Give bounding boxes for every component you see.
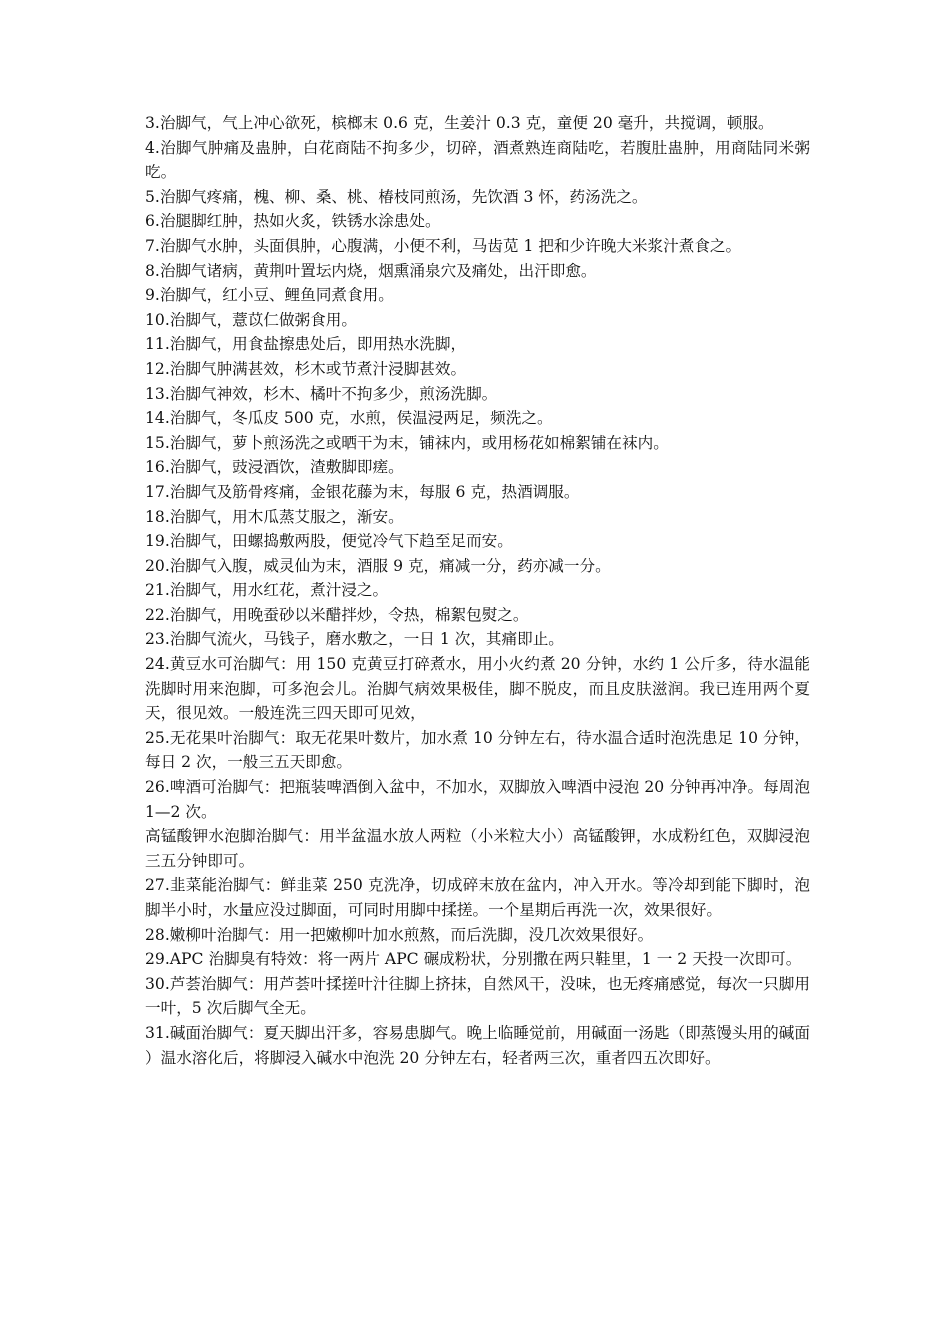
remedy-12: 12.治脚气肿满甚效，杉木或节煮汁浸脚甚效。 — [145, 359, 467, 378]
remedy-21: 21.治脚气，用水红花，煮汁浸之。 — [145, 581, 389, 600]
remedy-27: 27.韭菜能治脚气：鲜韭菜 250 克洗净，切成碎末放在盆内，冲入开水。等冷却到能下脚时，泡脚半小时，水量应没过脚面，可同时用脚中揉搓。一个星期后再洗一次，效果很好。 — [145, 876, 810, 919]
remedy-22: 22.治脚气，用晚蚕砂以米醋拌炒，令热，棉絮包熨之。 — [145, 605, 529, 624]
remedy-16: 16.治脚气，豉浸酒饮，渣敷脚即瘥。 — [145, 458, 404, 477]
remedy-28: 28.嫩柳叶治脚气：用一把嫩柳叶加水煎熬，而后洗脚，没几次效果很好。 — [145, 925, 654, 944]
remedy-19: 19.治脚气，田螺捣敷两股，便觉冷气下趋至足而安。 — [145, 532, 513, 551]
remedy-20: 20.治脚气入腹，威灵仙为末，酒服 9 克，痛减一分，药亦减一分。 — [145, 556, 611, 575]
remedy-7: 7.治脚气水肿，头面俱肿，心腹满，小便不利，马齿苋 1 把和少许晚大米浆汁煮食之。 — [145, 236, 742, 255]
remedy-4: 4.治脚气肿痛及蛊肿，白花商陆不拘多少，切碎，酒煮熟连商陆吃，若腹肚蛊肿，用商陆同米粥吃。 — [145, 138, 810, 182]
remedy-15: 15.治脚气，萝卜煎汤洗之或晒干为末，铺袜内，或用杨花如棉絮铺在袜内。 — [145, 433, 669, 452]
remedy-6: 6.治腿脚红肿，热如火炙，铁锈水涂患处。 — [145, 212, 441, 231]
remedy-8: 8.治脚气诸病，黄荆叶置坛内烧，烟熏涌泉穴及痛处，出汗即愈。 — [145, 261, 597, 280]
remedy-29: 29.APC 治脚臭有特效：将一两片 APC 碾成粉状，分别撒在两只鞋里，1 一 2 天投一次即可。 — [145, 950, 802, 969]
remedy-23: 23.治脚气流火，马钱子，磨水敷之，一日 1 次，其痛即止。 — [145, 630, 564, 649]
remedy-24: 24.黄豆水可治脚气：用 150 克黄豆打碎煮水，用小火约煮 20 分钟，水约 1 公斤多，待水温能洗脚时用来泡脚，可多泡会儿。治脚气病效果极佳，脚不脱皮，而且皮肤滋润。我已连用两个夏天，很见效。一般连洗三四天即可见效， — [145, 655, 810, 723]
remedy-14: 14.治脚气，冬瓜皮 500 克，水煎，侯温浸两足，频洗之。 — [145, 409, 553, 428]
remedy-25: 25.无花果叶治脚气：取无花果叶数片，加水煮 10 分钟左右，待水温合适时泡洗患足 10 分钟，每日 2 次，一般三五天即愈。 — [145, 728, 810, 772]
remedy-31: 31.碱面治脚气：夏天脚出汗多，容易患脚气。晚上临睡觉前，用碱面一汤匙（即蒸馒头用的碱面）温水溶化后，将脚浸入碱水中泡洗 20 分钟左右，轻者两三次，重者四五次即好。 — [145, 1023, 810, 1067]
remedy-3: 3.治脚气，气上冲心欲死，槟榔末 0.6 克，生姜汁 0.3 克，童便 20 毫升，共搅调，顿服。 — [145, 114, 774, 132]
remedy-26: 26.啤酒可治脚气：把瓶装啤酒倒入盆中，不加水，双脚放入啤酒中浸泡 20 分钟再冲净。每周泡 1—2 次。 — [145, 778, 810, 821]
remedy-13: 13.治脚气神效，杉木、橘叶不拘多少，煎汤洗脚。 — [145, 384, 498, 403]
remedy-11: 11.治脚气，用食盐擦患处后，即用热水洗脚， — [145, 335, 467, 354]
remedy-17: 17.治脚气及筋骨疼痛，金银花藤为末，每服 6 克，热酒调服。 — [145, 482, 580, 501]
remedy-10: 10.治脚气，薏苡仁做粥食用。 — [145, 310, 357, 329]
remedy-18: 18.治脚气，用木瓜蒸艾服之，渐安。 — [145, 507, 404, 526]
remedy-5: 5.治脚气疼痛，槐、柳、桑、桃、椿枝同煎汤，先饮酒 3 怀，药汤洗之。 — [145, 187, 648, 206]
remedy-9: 9.治脚气，红小豆、鲤鱼同煮食用。 — [145, 286, 394, 305]
remedy-potassium-permanganate: 高锰酸钾水泡脚治脚气：用半盆温水放人两粒（小米粒大小）高锰酸钾，水成粉红色，双脚浸泡三五分钟即可。 — [145, 827, 810, 870]
document-body — [145, 111, 810, 1070]
remedy-30: 30.芦荟治脚气：用芦荟叶揉搓叶汁往脚上挤抹，自然风干，没味，也无疼痛感觉，每次一只脚用一叶，5 次后脚气全无。 — [145, 974, 810, 1018]
